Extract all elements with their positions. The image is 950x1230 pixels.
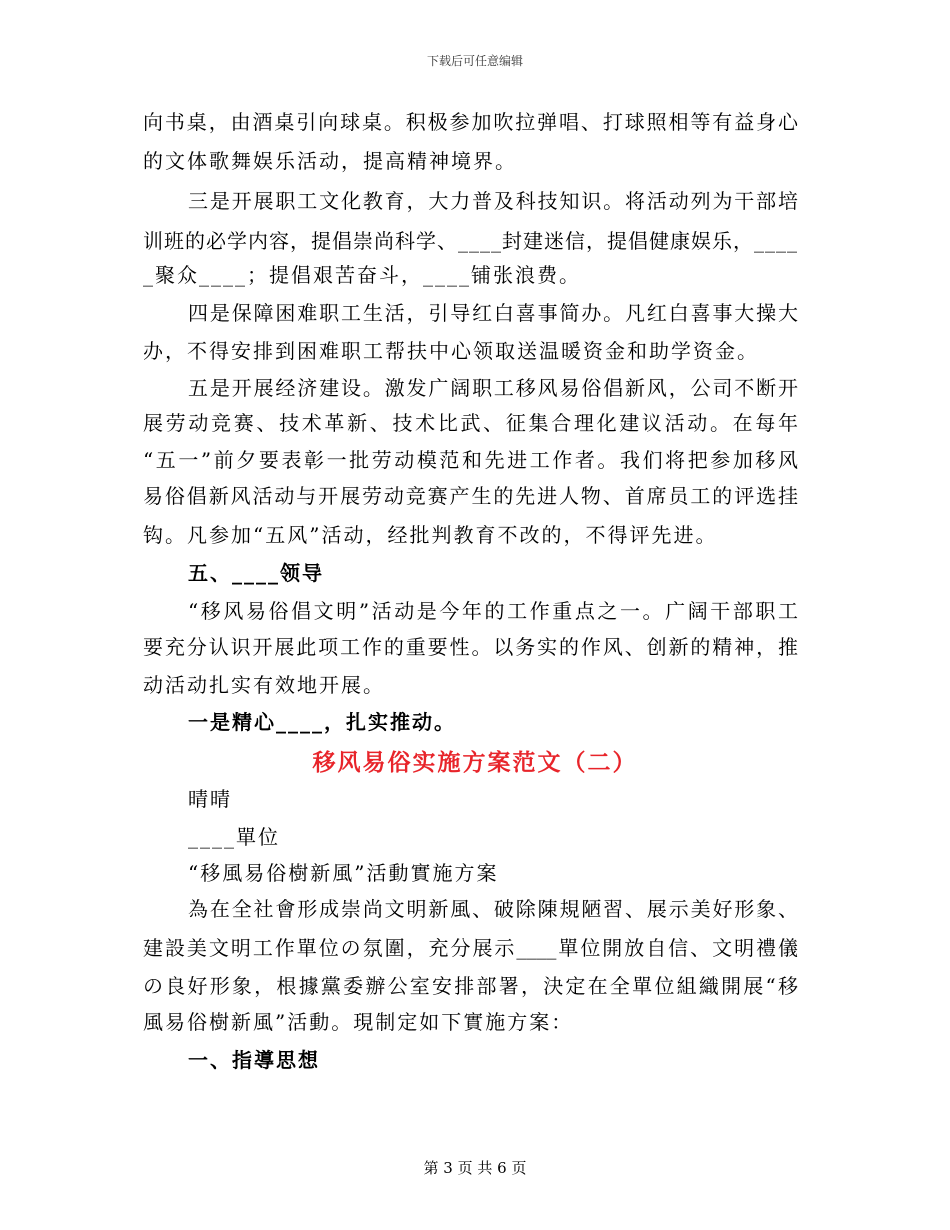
subheading: 一是精心____，扎实推动。 — [188, 710, 456, 734]
text-line: 动活动扎实有效地开展。 — [143, 673, 385, 697]
page-footer: 第 3 页 共 6 页 — [423, 1159, 527, 1177]
text-line: “移风易俗倡文明”活动是今年的工作重点之一。广阔干部职工 — [188, 599, 798, 623]
text-line: “五一”前夕要表彰一批劳动模范和先进工作者。我们将把参加移风 — [143, 448, 798, 472]
text-line: 的文体歌舞娱乐活动，提高精神境界。 — [143, 149, 517, 173]
text-line: 向书桌，由酒桌引向球桌。积极参加吹拉弹唱、打球照相等有益身心 — [143, 110, 798, 134]
text-line: 办，不得安排到困难职工帮扶中心领取送温暖资金和助学资金。 — [143, 339, 759, 363]
text-line: 易俗倡新风活动与开展劳动竞赛产生的先进人物、首席员工的评选挂 — [143, 484, 798, 508]
text-line: 训班的必学内容，提倡崇尚科学、____封建迷信，提倡健康娱乐，____ — [143, 229, 798, 253]
text-line: 钩。凡参加“五风”活动，经批判教育不改的，不得评先进。 — [143, 523, 718, 547]
page-header: 下载后可任意编辑 — [426, 54, 523, 68]
text-line: 三是开展职工文化教育，大力普及科技知识。将活动列为干部培 — [188, 189, 798, 213]
text-line: 五是开展经济建设。激发广阔职工移风易俗倡新风，公司不断开 — [188, 376, 798, 400]
plan-title: “移風易俗樹新風”活動實施方案 — [188, 861, 499, 885]
text-line: ____單位 — [188, 825, 280, 849]
text-line: の良好形象，根據黨委辦公室安排部署，決定在全單位組織開展“移 — [143, 974, 798, 998]
section-heading: 五、____领导 — [188, 561, 324, 585]
text-line: 四是保障困难职工生活，引导红白喜事简办。凡红白喜事大操大 — [188, 301, 798, 325]
text-line: 風易俗樹新風”活動。現制定如下實施方案： — [143, 1010, 574, 1034]
section-heading: 一、指導思想 — [188, 1048, 320, 1072]
document-title: 移风易俗实施方案范文（二） — [312, 749, 638, 776]
text-line: 建設美文明工作單位の氛圍，充分展示____單位開放自信、文明禮儀 — [143, 936, 798, 960]
text-line: 晴晴 — [188, 787, 232, 811]
text-line: _聚众____；提倡艰苦奋斗，____铺张浪费。 — [143, 263, 581, 287]
text-line: 要充分认识开展此项工作的重要性。以务实的作风、创新的精神，推 — [143, 635, 798, 659]
text-line: 展劳动竞赛、技术革新、技术比武、征集合理化建议活动。在每年 — [143, 411, 798, 435]
text-line: 為在全社會形成崇尚文明新風、破除陳規陋習、展示美好形象、 — [188, 897, 798, 921]
